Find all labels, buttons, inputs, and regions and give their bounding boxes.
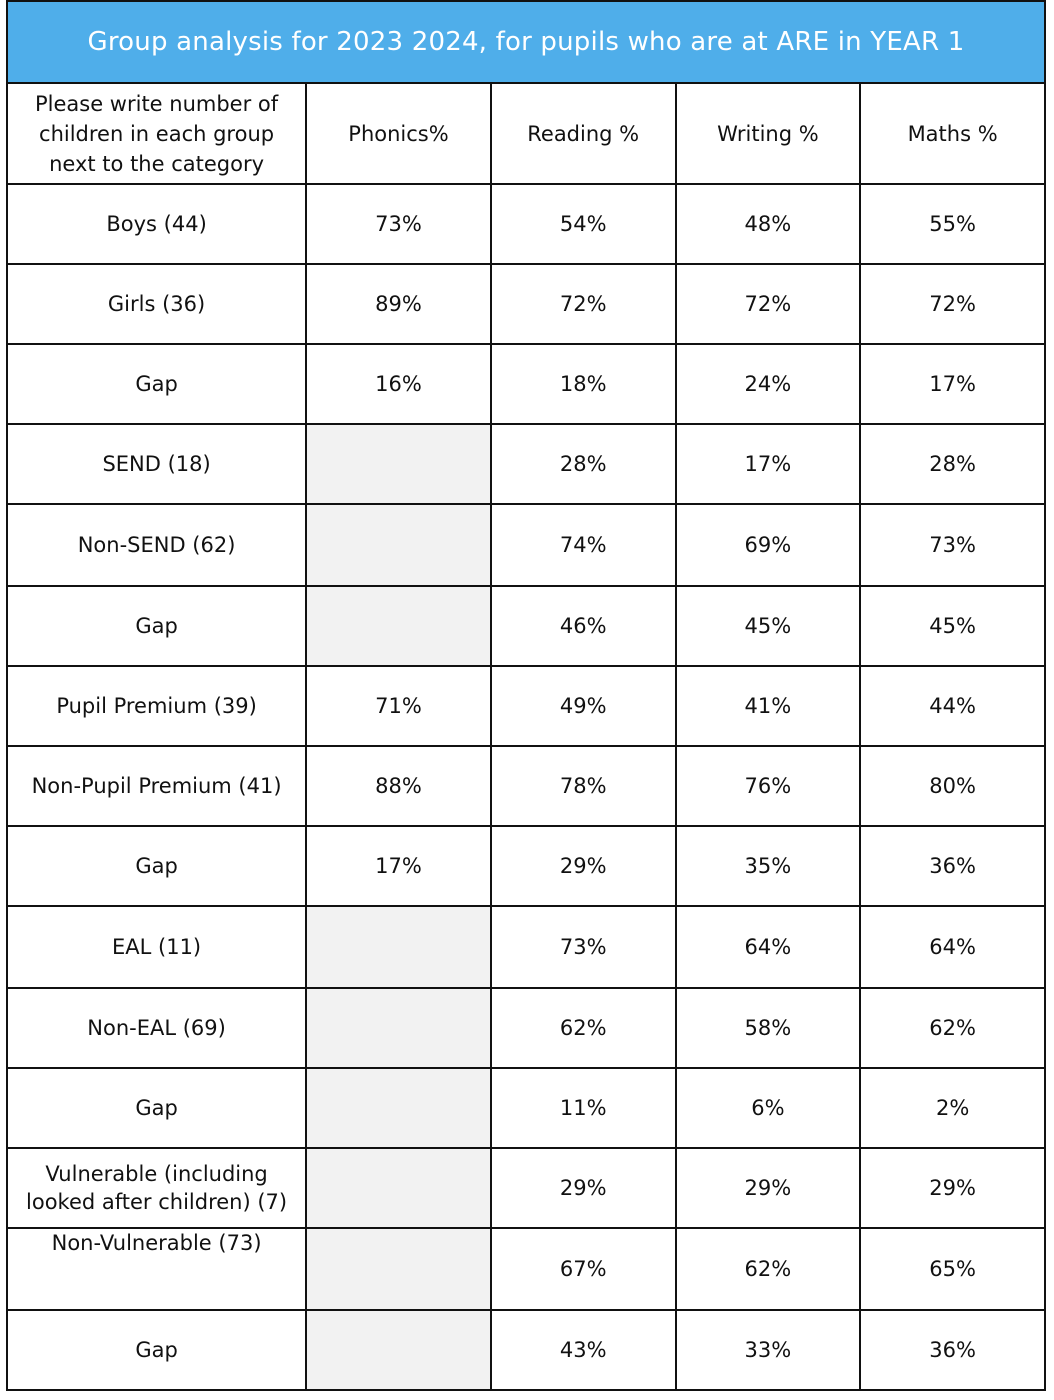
phonics-cell [306,1068,491,1148]
maths-cell: 65% [860,1228,1045,1310]
phonics-cell: 89% [306,264,491,344]
writing-cell: 48% [676,184,861,264]
row-label: Vulnerable (including looked after children) (7) [7,1148,306,1228]
maths-cell: 72% [860,264,1045,344]
writing-cell: 64% [676,906,861,988]
table-row [7,1148,1045,1228]
row-label: Non-SEND (62) [7,504,306,586]
writing-cell: 62% [676,1228,861,1310]
reading-cell: 43% [491,1310,676,1390]
reading-cell: 28% [491,424,676,504]
phonics-cell [306,504,491,586]
maths-cell: 29% [860,1148,1045,1228]
row-label: Girls (36) [7,264,306,344]
table-row [7,264,1045,344]
header-writing: Writing % [676,83,861,184]
header-phonics: Phonics% [306,83,491,184]
reading-cell: 18% [491,344,676,424]
table-row [7,746,1045,826]
table-row [7,906,1045,988]
maths-cell: 64% [860,906,1045,988]
table-row [7,184,1045,264]
phonics-cell [306,988,491,1068]
maths-cell: 62% [860,988,1045,1068]
reading-cell: 29% [491,826,676,906]
group-analysis-table [6,82,1046,1391]
table-row [7,988,1045,1068]
reading-cell: 78% [491,746,676,826]
maths-cell: 80% [860,746,1045,826]
phonics-cell [306,1228,491,1310]
row-label: Gap [7,1068,306,1148]
writing-cell: 6% [676,1068,861,1148]
writing-cell: 72% [676,264,861,344]
row-label: Gap [7,1310,306,1390]
phonics-cell: 16% [306,344,491,424]
maths-cell: 36% [860,826,1045,906]
reading-cell: 46% [491,586,676,666]
maths-cell: 17% [860,344,1045,424]
writing-cell: 35% [676,826,861,906]
phonics-cell [306,1148,491,1228]
row-label: SEND (18) [7,424,306,504]
maths-cell: 73% [860,504,1045,586]
maths-cell: 2% [860,1068,1045,1148]
row-label: Gap [7,826,306,906]
maths-cell: 55% [860,184,1045,264]
header-row [7,83,1045,184]
phonics-cell: 17% [306,826,491,906]
reading-cell: 54% [491,184,676,264]
reading-cell: 29% [491,1148,676,1228]
table-row [7,504,1045,586]
writing-cell: 69% [676,504,861,586]
reading-cell: 62% [491,988,676,1068]
maths-cell: 44% [860,666,1045,746]
reading-cell: 74% [491,504,676,586]
writing-cell: 58% [676,988,861,1068]
row-label: Gap [7,586,306,666]
table-row [7,1310,1045,1390]
phonics-cell: 73% [306,184,491,264]
table-row [7,424,1045,504]
table-row [7,826,1045,906]
table-row [7,1068,1045,1148]
header-maths: Maths % [860,83,1045,184]
header-reading: Reading % [491,83,676,184]
row-label: Gap [7,344,306,424]
row-label: Pupil Premium (39) [7,666,306,746]
phonics-cell [306,1310,491,1390]
writing-cell: 76% [676,746,861,826]
writing-cell: 17% [676,424,861,504]
phonics-cell: 71% [306,666,491,746]
writing-cell: 45% [676,586,861,666]
phonics-cell: 88% [306,746,491,826]
row-label: EAL (11) [7,906,306,988]
row-label: Non-EAL (69) [7,988,306,1068]
phonics-cell [306,586,491,666]
row-label: Non-Vulnerable (73) [7,1228,306,1310]
table-row [7,1228,1045,1310]
maths-cell: 28% [860,424,1045,504]
maths-cell: 45% [860,586,1045,666]
row-label: Boys (44) [7,184,306,264]
writing-cell: 33% [676,1310,861,1390]
table-row [7,666,1045,746]
analysis-sheet [6,0,1046,1391]
reading-cell: 72% [491,264,676,344]
writing-cell: 24% [676,344,861,424]
table-row [7,586,1045,666]
reading-cell: 11% [491,1068,676,1148]
table-title: Group analysis for 2023 2024, for pupils who are at ARE in YEAR 1 [6,0,1046,82]
reading-cell: 49% [491,666,676,746]
table-row [7,344,1045,424]
maths-cell: 36% [860,1310,1045,1390]
reading-cell: 73% [491,906,676,988]
row-label: Non-Pupil Premium (41) [7,746,306,826]
writing-cell: 29% [676,1148,861,1228]
header-category: Please write number of children in each group next to the category [7,83,306,184]
reading-cell: 67% [491,1228,676,1310]
writing-cell: 41% [676,666,861,746]
phonics-cell [306,424,491,504]
phonics-cell [306,906,491,988]
